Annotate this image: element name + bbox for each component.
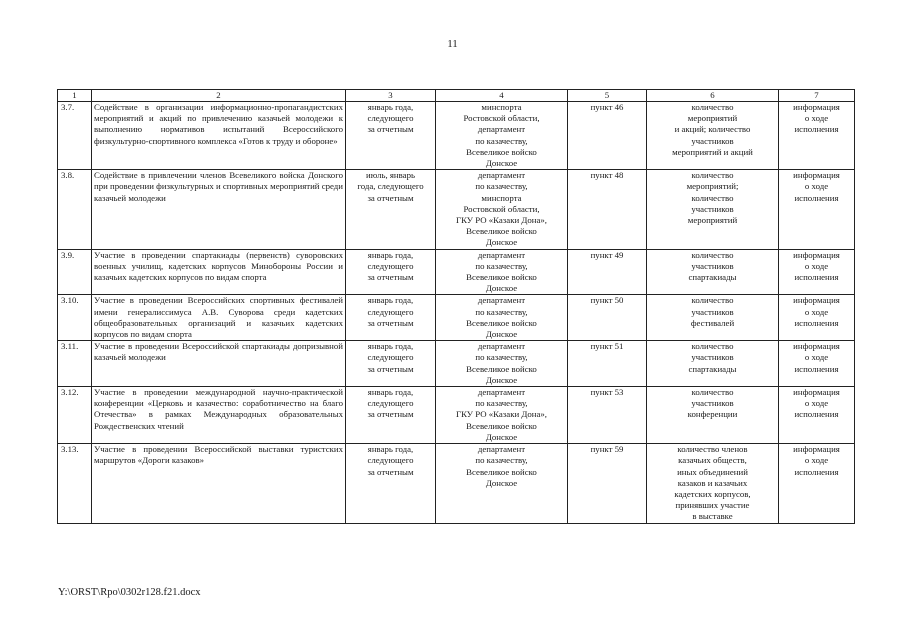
deadline: январь года, следующего за отчетным [346, 387, 436, 444]
column-header: 5 [568, 90, 647, 102]
event-name: Участие в проведении Всероссийской спартакиады допризывной казачьей молодежи [92, 341, 346, 387]
page-number: 11 [447, 38, 458, 50]
column-header: 2 [92, 90, 346, 102]
table-row [58, 444, 855, 523]
executor: минспорта Ростовской области, департамент по казачеству, Всевеликое войско Донское [436, 102, 568, 170]
indicator: количество участников конференции [647, 387, 779, 444]
executor: департамент по казачеству, Всевеликое войско Донское [436, 341, 568, 387]
table-row [58, 102, 855, 170]
plan-point: пункт 48 [568, 170, 647, 249]
event-name: Содействие в привлечении членов Всевеликого войска Донского при проведении физкультурных и спортивных мероприятий среди казачьей молодежи [92, 170, 346, 249]
table-header-row [58, 90, 855, 102]
row-number: 3.8. [58, 170, 92, 249]
indicator: количество участников спартакиады [647, 249, 779, 295]
column-header: 6 [647, 90, 779, 102]
event-name: Участие в проведении Всероссийских спортивных фестивалей имени генералиссимуса А.В. Суворова среди кадетских общеобразовательных организаций и казачьих кадетских корпусов по видам спорта [92, 295, 346, 341]
row-number: 3.9. [58, 249, 92, 295]
row-number: 3.12. [58, 387, 92, 444]
indicator: количество мероприятий и акций; количество участников мероприятий и акций [647, 102, 779, 170]
table-row [58, 295, 855, 341]
table-row [58, 249, 855, 295]
report-form: информация о ходе исполнения [779, 295, 855, 341]
plan-table [57, 89, 855, 524]
deadline: январь года, следующего за отчетным [346, 295, 436, 341]
plan-point: пункт 59 [568, 444, 647, 523]
plan-point: пункт 53 [568, 387, 647, 444]
executor: департамент по казачеству, Всевеликое войско Донское [436, 249, 568, 295]
indicator: количество участников спартакиады [647, 341, 779, 387]
plan-point: пункт 46 [568, 102, 647, 170]
table-row [58, 387, 855, 444]
row-number: 3.13. [58, 444, 92, 523]
file-path: Y:\ORST\Rpo\0302r128.f21.docx [58, 587, 201, 598]
executor: департамент по казачеству, ГКУ РО «Казаки Дона», Всевеликое войско Донское [436, 387, 568, 444]
table-row [58, 170, 855, 249]
executor: департамент по казачеству, Всевеликое войско Донское [436, 444, 568, 523]
table-row [58, 341, 855, 387]
event-name: Участие в проведении международной научно-практической конференции «Церковь и казачество: соработничество на благо Отечества» в рамках Международных образовательных Рождественских чтений [92, 387, 346, 444]
report-form: информация о ходе исполнения [779, 341, 855, 387]
row-number: 3.10. [58, 295, 92, 341]
deadline: январь года, следующего за отчетным [346, 249, 436, 295]
column-header: 1 [58, 90, 92, 102]
report-form: информация о ходе исполнения [779, 387, 855, 444]
column-header: 3 [346, 90, 436, 102]
column-header: 4 [436, 90, 568, 102]
report-form: информация о ходе исполнения [779, 170, 855, 249]
indicator: количество мероприятий; количество участников мероприятий [647, 170, 779, 249]
executor: департамент по казачеству, Всевеликое войско Донское [436, 295, 568, 341]
event-name: Участие в проведении спартакиады (первенств) суворовских военных училищ, кадетских корпусов Минобороны России и казачьих кадетских корпусов по видам спорта [92, 249, 346, 295]
plan-point: пункт 49 [568, 249, 647, 295]
executor: департамент по казачеству, минспорта Ростовской области, ГКУ РО «Казаки Дона», Всевеликое войско Донское [436, 170, 568, 249]
deadline: январь года, следующего за отчетным [346, 444, 436, 523]
event-name: Участие в проведении Всероссийской выставки туристских маршрутов «Дороги казаков» [92, 444, 346, 523]
plan-point: пункт 51 [568, 341, 647, 387]
row-number: 3.11. [58, 341, 92, 387]
row-number: 3.7. [58, 102, 92, 170]
report-form: информация о ходе исполнения [779, 249, 855, 295]
deadline: январь года, следующего за отчетным [346, 341, 436, 387]
indicator: количество членов казачьих обществ, иных объединений казаков и казачьих кадетских корпусов, принявших участие в выставке [647, 444, 779, 523]
column-header: 7 [779, 90, 855, 102]
deadline: июль, январь года, следующего за отчетным [346, 170, 436, 249]
deadline: январь года, следующего за отчетным [346, 102, 436, 170]
report-form: информация о ходе исполнения [779, 102, 855, 170]
plan-point: пункт 50 [568, 295, 647, 341]
event-name: Содействие в организации информационно-пропагандистских мероприятий и акций по привлечению казачьей молодежи к выполнению нормативов испытаний Всероссийского физкультурно-спортивного комплекса «Готов к труду и обороне» [92, 102, 346, 170]
report-form: информация о ходе исполнения [779, 444, 855, 523]
indicator: количество участников фестивалей [647, 295, 779, 341]
